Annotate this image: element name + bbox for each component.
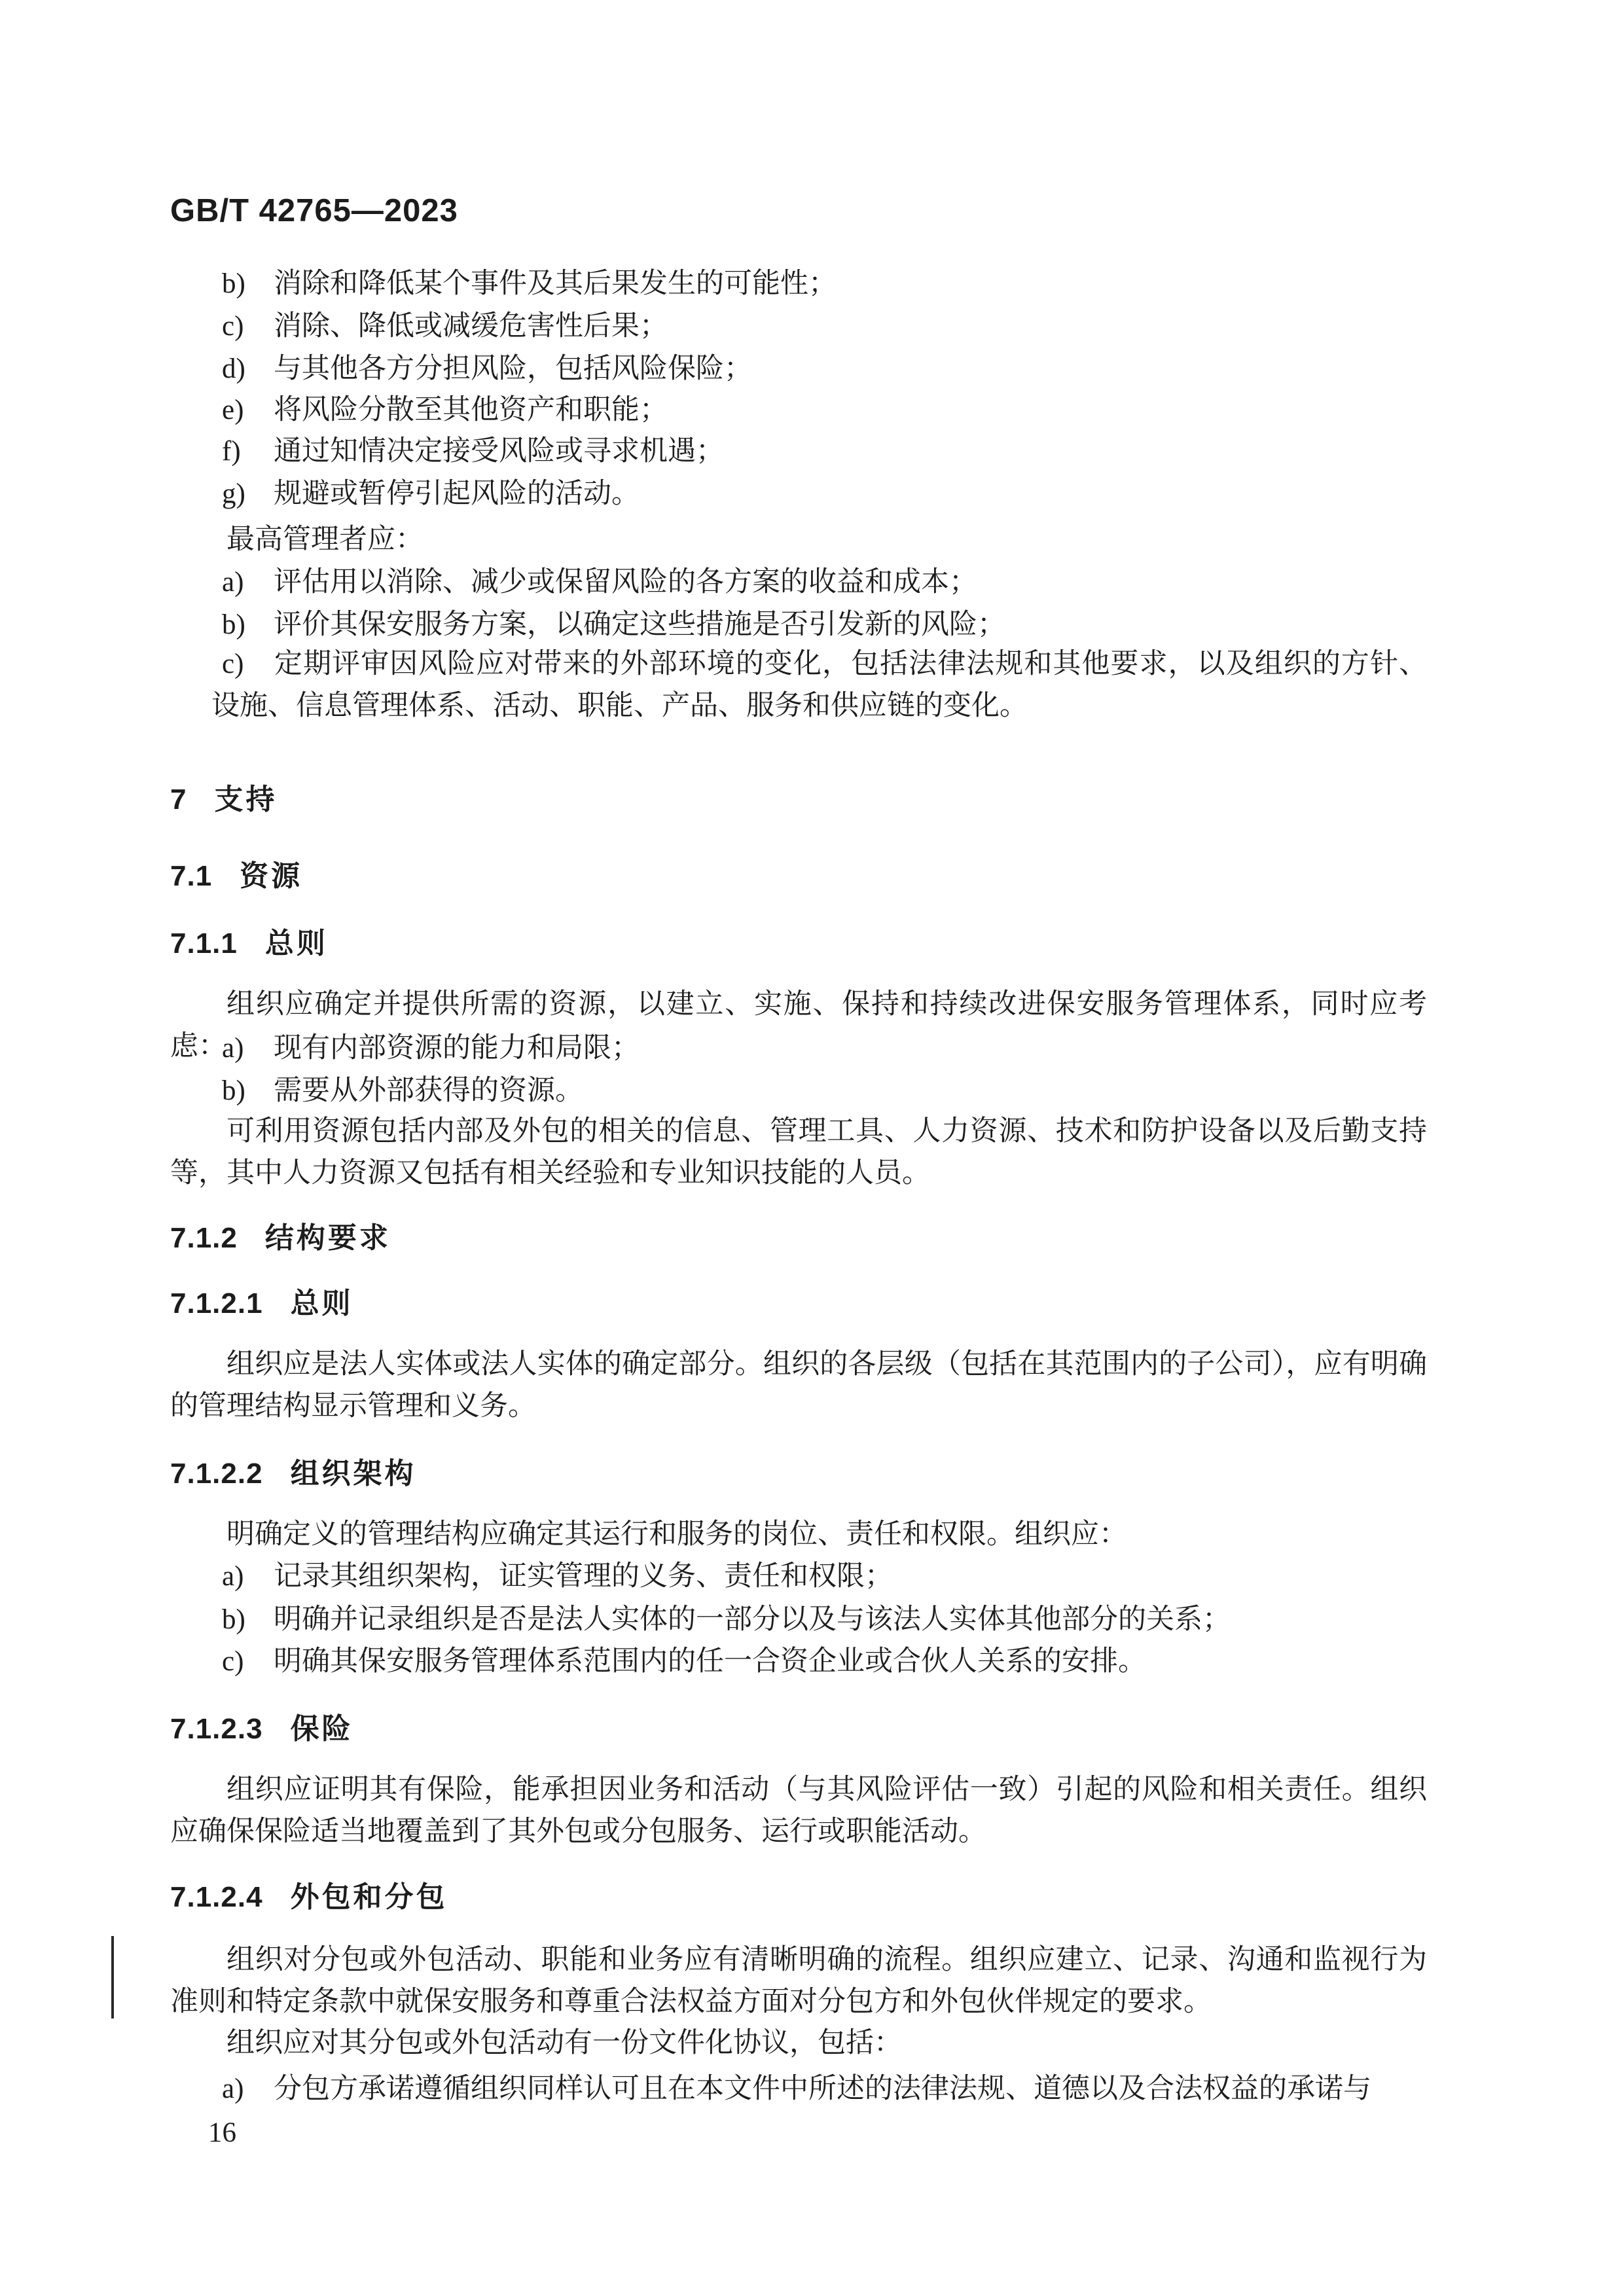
list-item-label: a) bbox=[222, 567, 244, 598]
clause-number: 7.1 bbox=[170, 860, 213, 892]
clause-number: 7.1.2.2 bbox=[170, 1458, 263, 1490]
clause-number: 7 bbox=[170, 783, 187, 816]
paragraph: 组织对分包或外包活动、职能和业务应有清晰明确的流程。组织应建立、记录、沟通和监视行为准则和特定条款中就保安服务和尊重合法权益方面对分包方和外包伙伴规定的要求。 bbox=[170, 1945, 1427, 2017]
list-item bbox=[222, 1070, 1427, 1112]
paragraph: 组织应确定并提供所需的资源，以建立、实施、保持和持续改进保安服务管理体系，同时应考虑： bbox=[170, 989, 1427, 1062]
list-item bbox=[222, 473, 1427, 515]
clause-heading bbox=[170, 779, 277, 821]
clause-title: 结构要求 bbox=[264, 1222, 391, 1254]
list-item-label: d) bbox=[222, 353, 245, 384]
clause-number: 7.1.2.4 bbox=[170, 1881, 263, 1913]
page-number: 16 bbox=[208, 2117, 236, 2148]
list-item-label: f) bbox=[222, 436, 241, 467]
list-item bbox=[222, 1641, 1427, 1683]
list-item bbox=[222, 604, 1427, 646]
clause-number: 7.1.2.1 bbox=[170, 1287, 263, 1319]
clause-heading bbox=[170, 1453, 416, 1495]
list-item-label: e) bbox=[222, 395, 244, 425]
clause-title: 总则 bbox=[264, 927, 328, 960]
list-item-label: a) bbox=[222, 1561, 244, 1592]
list-item bbox=[222, 1556, 1427, 1598]
paragraph: 最高管理者应： bbox=[226, 524, 424, 555]
list-item-text: 明确其保安服务管理体系范围内的任一合资企业或合伙人关系的安排。 bbox=[274, 1646, 1146, 1677]
list-item-text: 消除和降低某个事件及其后果发生的可能性； bbox=[274, 268, 837, 299]
list-item-label: b) bbox=[222, 609, 245, 640]
list-item-text: 需要从外部获得的资源。 bbox=[274, 1075, 583, 1106]
list-item bbox=[222, 1599, 1427, 1641]
clause-heading bbox=[170, 923, 328, 965]
paragraph: 组织应对其分包或外包活动有一份文件化协议，包括： bbox=[226, 2028, 902, 2058]
list-item-text: 与其他各方分担风险，包括风险保险； bbox=[274, 353, 752, 384]
list-item-text: 将风险分散至其他资产和职能； bbox=[274, 395, 668, 425]
list-item bbox=[222, 431, 1427, 473]
list-item-text: 通过知情决定接受风险或寻求机遇； bbox=[274, 436, 724, 467]
list-item bbox=[222, 306, 1427, 348]
paragraph: 组织应是法人实体或法人实体的确定部分。组织的各层级（包括在其范围内的子公司），应有明确的管理结构显示管理和义务。 bbox=[170, 1349, 1427, 1422]
standard-number: GB/T 42765—2023 bbox=[170, 193, 458, 228]
list-item-label: b) bbox=[222, 1604, 245, 1635]
list-item-text: 评价其保安服务方案，以确定这些措施是否引发新的风险； bbox=[274, 609, 1005, 640]
list-item-text: 消除、降低或减缓危害性后果； bbox=[274, 311, 668, 342]
list-item bbox=[222, 263, 1427, 305]
list-item-text: 记录其组织架构，证实管理的义务、责任和权限； bbox=[274, 1561, 893, 1592]
list-item-text: 定期评审因风险应对带来的外部环境的变化，包括法律法规和其他要求，以及组织的方针、设施、信息管理体系、活动、职能、产品、服务和供应链的变化。 bbox=[211, 649, 1427, 721]
list-item-label: b) bbox=[222, 268, 245, 299]
list-item-text: 现有内部资源的能力和局限； bbox=[274, 1033, 640, 1064]
list-item-text: 分包方承诺遵循组织同样认可且在本文件中所述的法律法规、道德以及合法权益的承诺与 bbox=[274, 2073, 1371, 2104]
list-item bbox=[211, 643, 1427, 727]
list-item-label: b) bbox=[222, 1075, 245, 1106]
paragraph: 组织应证明其有保险，能承担因业务和活动（与其风险评估一致）引起的风险和相关责任。组织应确保保险适当地覆盖到了其外包或分包服务、运行或职能活动。 bbox=[170, 1774, 1427, 1847]
clause-heading bbox=[170, 1283, 353, 1325]
list-item-label: a) bbox=[222, 1033, 244, 1064]
list-item-label: c) bbox=[222, 1646, 244, 1677]
list-item bbox=[222, 348, 1427, 390]
clause-heading bbox=[170, 1876, 448, 1918]
list-item-label: g) bbox=[222, 478, 245, 509]
list-item-label: a) bbox=[222, 2073, 244, 2104]
clause-number: 7.1.1 bbox=[170, 927, 238, 960]
clause-title: 保险 bbox=[290, 1713, 353, 1745]
list-item-text: 明确并记录组织是否是法人实体的一部分以及与该法人实体其他部分的关系； bbox=[274, 1604, 1231, 1635]
clause-title: 外包和分包 bbox=[290, 1881, 448, 1913]
paragraph: 明确定义的管理结构应确定其运行和服务的岗位、责任和权限。组织应： bbox=[226, 1519, 1127, 1550]
list-item bbox=[222, 2068, 1427, 2110]
revision-change-bar bbox=[111, 1936, 114, 2018]
list-item bbox=[222, 1028, 1427, 1069]
clause-title: 组织架构 bbox=[290, 1458, 416, 1490]
list-item bbox=[222, 389, 1427, 431]
clause-number: 7.1.2 bbox=[170, 1222, 238, 1254]
clause-title: 资源 bbox=[240, 860, 303, 892]
clause-heading bbox=[170, 855, 302, 897]
list-item-label: c) bbox=[222, 311, 244, 342]
list-item-text: 评估用以消除、减少或保留风险的各方案的收益和成本； bbox=[274, 567, 977, 598]
clause-number: 7.1.2.3 bbox=[170, 1713, 263, 1745]
list-item-label: c) bbox=[222, 649, 244, 679]
clause-heading bbox=[170, 1217, 391, 1259]
clause-heading bbox=[170, 1708, 353, 1750]
clause-title: 支持 bbox=[214, 783, 278, 816]
clause-title: 总则 bbox=[290, 1287, 353, 1319]
list-item-text: 规避或暂停引起风险的活动。 bbox=[274, 478, 640, 509]
list-item bbox=[222, 562, 1427, 603]
paragraph: 可利用资源包括内部及外包的相关的信息、管理工具、人力资源、技术和防护设备以及后勤支持等，其中人力资源又包括有相关经验和专业知识技能的人员。 bbox=[170, 1116, 1427, 1189]
